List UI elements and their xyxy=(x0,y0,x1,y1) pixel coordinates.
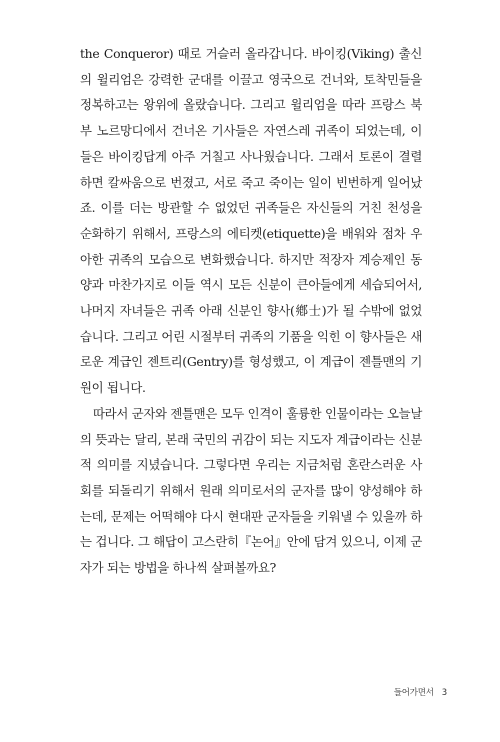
paragraph-1: the Conqueror) 때로 거슬러 올라갑니다. 바이킹(Viking) 출신의 윌리엄은 강력한 군대를 이끌고 영국으로 건너와, 토착민들을 정복하고는 왕위에 올랐습니다. 그리고 윌리엄을 따라 프랑스 북부 노르망디에서 건너온 기사들은 자연스레 귀족이 되었는데, 이들은 바이킹답게 아주 거칠고 사나웠습니다. 그래서 토론이 결렬하면 칼싸움으로 번졌고, 서로 죽고 죽이는 일이 빈번하게 일어났죠. 이를 더는 방관할 수 없었던 귀족들은 자신들의 거친 천성을 순화하기 위해서, 프랑스의 에티켓(etiquette)을 배워와 점차 우아한 귀족의 모습으로 변화했습니다. 하지만 적장자 계승제인 동양과 마찬가지로 이들 역시 모든 신분이 큰아들에게 세습되어서, 나머지 자녀들은 귀족 아래 신분인 향사(鄕士)가 될 수밖에 없었습니다. 그리고 어린 시절부터 귀족의 기품을 익힌 이 향사들은 새로운 계급인 젠트리(Gentry)를 형성했고, 이 계급이 젠틀맨의 기원이 됩니다. xyxy=(80,46,422,396)
page-footer xyxy=(394,686,447,698)
running-head: 들어가면서 xyxy=(393,688,434,698)
page-number: 3 xyxy=(441,688,447,698)
paragraph-2: 따라서 군자와 젠틀맨은 모두 인격이 훌륭한 인물이라는 오늘날의 뜻과는 달리, 본래 국민의 귀감이 되는 지도자 계급이라는 신분적 의미를 지녔습니다. 그렇다면 우리는 지금처럼 혼란스러운 사회를 되돌리기 위해서 원래 의미로서의 군자를 많이 양성해야 하는데, 문제는 어떡해야 다시 현대판 군자들을 키워낼 수 있을까 하는 겁니다. 그 해답이 고스란히『논어』안에 담겨 있으니, 이제 군자가 되는 방법을 하나씩 살펴볼까요? xyxy=(80,405,422,576)
body-text xyxy=(80,41,422,581)
